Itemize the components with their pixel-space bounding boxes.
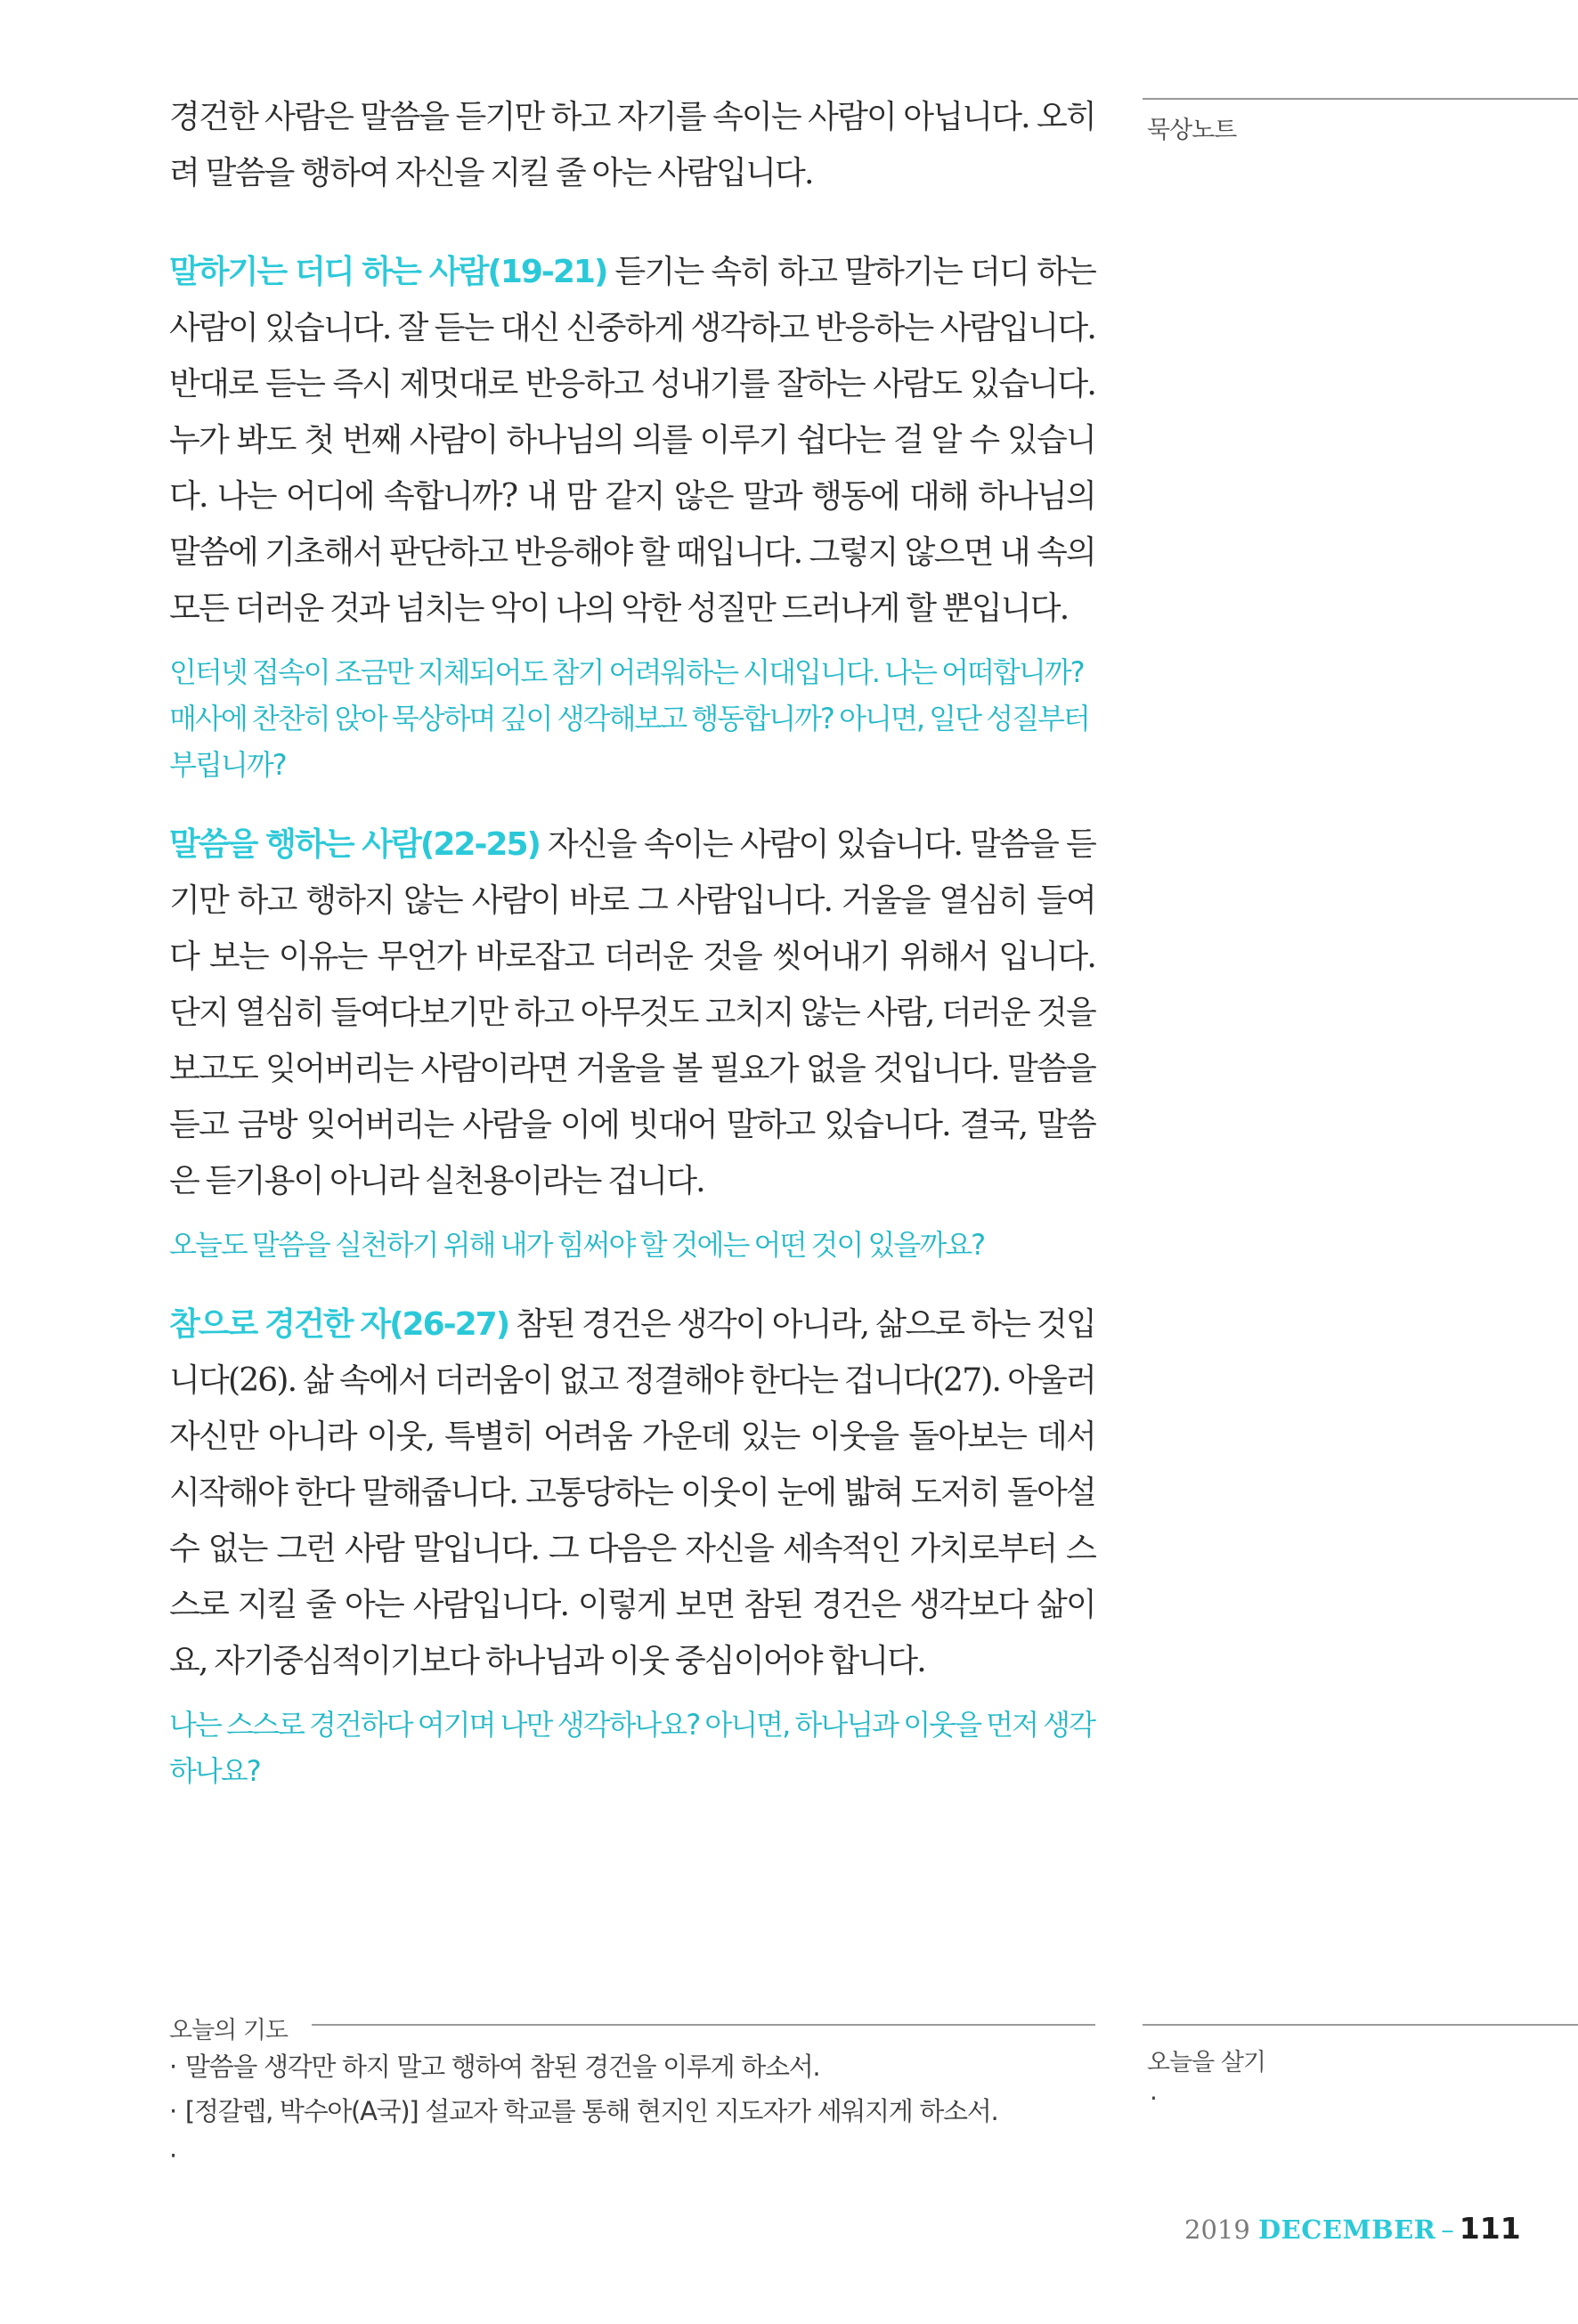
- reflection-question-2: 오늘도 말씀을 실천하기 위해 내가 힘써야 할 것에는 어떤 것이 있을까요?: [169, 1228, 985, 1262]
- section-paragraph-3: [169, 1296, 1095, 1689]
- section-heading-2: 말씀을 행하는 사람(22-25): [169, 826, 540, 863]
- prayer-item: · 말씀을 생각만 하지 말고 행하여 참된 경건을 이루게 하소서.: [169, 2044, 1095, 2089]
- living-divider: [1143, 2024, 1578, 2026]
- section-paragraph-1: [169, 244, 1095, 637]
- living-today-bullet: ·: [1150, 2084, 1158, 2113]
- meditation-notes-label: 묵상노트: [1147, 117, 1237, 144]
- reflection-question-1: 인터넷 접속이 조금만 지체되어도 참기 어려워하는 시대입니다. 나는 어떠합니까? 매사에 찬찬히 앉아 묵상하며 깊이 생각해보고 행동합니까? 아니면, 일단 성질부터 부립니까?: [169, 655, 1089, 782]
- footer-month: DECEMBER: [1258, 2214, 1436, 2245]
- section-text-3: 참된 경건은 생각이 아니라, 삶으로 하는 것입니다(26). 삶 속에서 더러움이 없고 정결해야 한다는 겁니다(27). 아울러 자신만 아니라 이웃, 특별히 어려움 가운데 있는 이웃을 돌아보는 데서 시작해야 한다 말해줍니다. 고통당하는 이웃이 눈에 밟혀 도저히 돌아설 수 없는 그런 사람 말입니다. 그 다음은 자신을 세속적인 가치로부터 스스로 지킬 줄 아는 사람입니다. 이렇게 보면 참된 경건은 생각보다 삶이요, 자기중심적이기보다 하나님과 이웃 중심이어야 합니다.: [169, 1306, 1095, 1679]
- reflection-question-3: 나는 스스로 경건하다 여기며 나만 생각하나요? 아니면, 하나님과 이웃을 먼저 생각하나요?: [169, 1708, 1094, 1788]
- footer-dash: –: [1441, 2214, 1454, 2245]
- section-paragraph-2: [169, 817, 1095, 1209]
- prayer-item: · [정갈렙, 박수아(A국)] 설교자 학교를 통해 현지인 지도자가 세워지게 하소서.: [169, 2089, 1095, 2133]
- footer-year: 2019: [1184, 2214, 1250, 2245]
- page-number: 111: [1459, 2211, 1521, 2246]
- meditation-divider: [1143, 98, 1578, 100]
- section-heading-1: 말하기는 더디 하는 사람(19-21): [169, 254, 607, 290]
- section-text-2: 자신을 속이는 사람이 있습니다. 말씀을 듣기만 하고 행하지 않는 사람이 바로 그 사람입니다. 거울을 열심히 들여다 보는 이유는 무언가 바로잡고 더러운 것을 씻어내기 위해서 입니다. 단지 열심히 들여다보기만 하고 아무것도 고치지 않는 사람, 더러운 것을 보고도 잊어버리는 사람이라면 거울을 볼 필요가 없을 것입니다. 말씀을 듣고 금방 잊어버리는 사람을 이에 빗대어 말하고 있습니다. 결국, 말씀은 듣기용이 아니라 실천용이라는 겁니다.: [169, 826, 1095, 1199]
- intro-paragraph: 경건한 사람은 말씀을 듣기만 하고 자기를 속이는 사람이 아닙니다. 오히려 말씀을 행하여 자신을 지킬 줄 아는 사람입니다.: [169, 99, 1095, 191]
- page-footer: [1184, 2211, 1521, 2246]
- prayer-list: [169, 2044, 1095, 2178]
- prayer-item: [169, 2133, 1095, 2178]
- prayer-divider: [312, 2024, 1095, 2026]
- section-heading-3: 참으로 경건한 자(26-27): [169, 1306, 509, 1343]
- main-column: [169, 89, 1095, 1794]
- prayer-title: 오늘의 기도: [169, 2017, 288, 2044]
- living-today-label: 오늘을 살기: [1147, 2049, 1265, 2076]
- section-text-1: 듣기는 속히 하고 말하기는 더디 하는 사람이 있습니다. 잘 듣는 대신 신중하게 생각하고 반응하는 사람입니다. 반대로 듣는 즉시 제멋대로 반응하고 성내기를 잘하는 사람도 있습니다. 누가 봐도 첫 번째 사람이 하나님의 의를 이루기 쉽다는 걸 알 수 있습니다. 나는 어디에 속합니까? 내 맘 같지 않은 말과 행동에 대해 하나님의 말씀에 기초해서 판단하고 반응해야 할 때입니다. 그렇지 않으면 내 속의 모든 더러운 것과 넘치는 악이 나의 악한 성질만 드러나게 할 뿐입니다.: [169, 254, 1095, 627]
